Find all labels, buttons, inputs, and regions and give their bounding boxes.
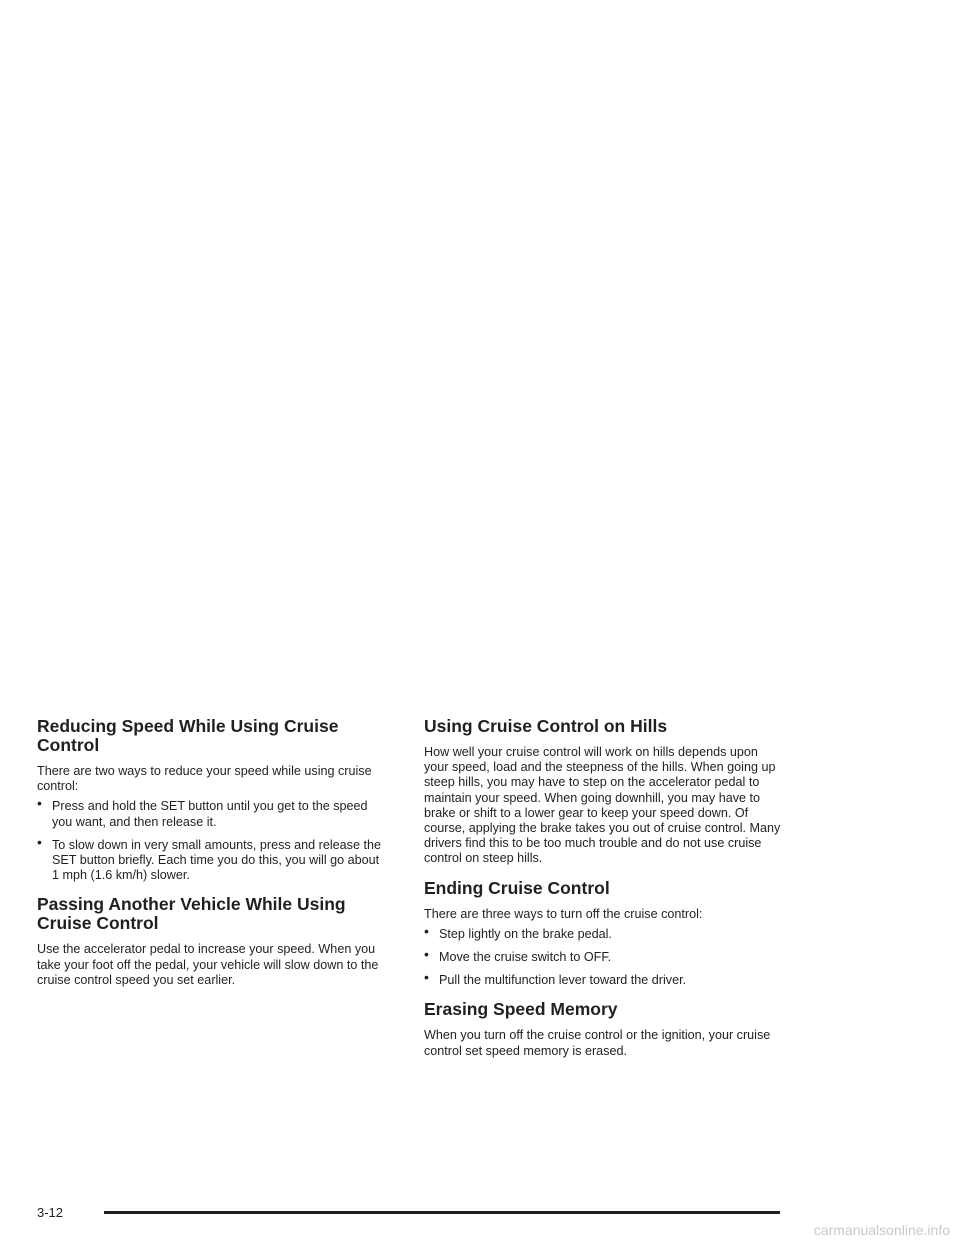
list-item-text: Step lightly on the brake pedal. (439, 926, 612, 941)
heading-passing: Passing Another Vehicle While Using Cruise Control (37, 894, 346, 934)
ending-intro: There are three ways to turn off the cruise control: (424, 906, 703, 921)
heading-ending: Ending Cruise Control (424, 877, 610, 898)
list-item-text: Press and hold the SET button until you get to the speed you want, and then release it. (52, 799, 368, 829)
list-item-text: Pull the multifunction lever toward the driver. (439, 973, 687, 988)
section-reducing-speed (37, 717, 389, 883)
list-item (424, 969, 784, 988)
list-item-text: To slow down in very small amounts, press and release the SET button briefly. Each time you do this, you will go about 1 mph (1.6 km/h) slower. (52, 837, 381, 883)
list-item-text: Move the cruise switch to OFF. (439, 950, 612, 965)
ending-list (424, 922, 784, 989)
list-item (424, 922, 784, 942)
heading-hills: Using Cruise Control on Hills (424, 716, 668, 736)
section-passing (37, 895, 389, 988)
bullet-icon: • (37, 795, 42, 812)
hills-body: How well your cruise control will work on hills depends upon your speed, load and the steepness of the hills. When going up steep hills, you may have to step on the accelerator pedal to maintain your speed. When going downhill, you may have to brake or shift to a lower gear to keep your speed down. Of course, applying the brake takes you out of cruise control. Many drivers find this to be too much trouble and do not use cruise control on steep hills. (424, 745, 781, 866)
erasing-body: When you turn off the cruise control or the ignition, your cruise control set speed memory is erased. (424, 1028, 771, 1058)
heading-reducing-speed: Reducing Speed While Using Cruise Control (37, 716, 339, 755)
section-ending (424, 879, 784, 989)
bullet-icon: • (424, 922, 429, 939)
section-erasing (424, 1000, 784, 1058)
list-item (424, 946, 784, 965)
bullet-icon: • (424, 946, 429, 963)
right-column (424, 717, 784, 1071)
watermark: carmanualsonline.info (813, 1222, 950, 1238)
passing-body: Use the accelerator pedal to increase your speed. When you take your foot off the pedal, your vehicle will slow down to the cruise control speed you set earlier. (37, 942, 379, 987)
heading-erasing: Erasing Speed Memory (424, 999, 618, 1020)
reducing-speed-intro: There are two ways to reduce your speed while using cruise control: (37, 764, 372, 794)
section-hills (424, 717, 784, 867)
reducing-speed-list (37, 795, 389, 883)
list-item (37, 795, 389, 829)
footer-rule (104, 1211, 780, 1214)
bullet-icon: • (424, 969, 429, 986)
page-number: 3-12 (37, 1205, 64, 1220)
bullet-icon: • (37, 833, 42, 850)
left-column (37, 717, 389, 1000)
list-item (37, 833, 389, 884)
